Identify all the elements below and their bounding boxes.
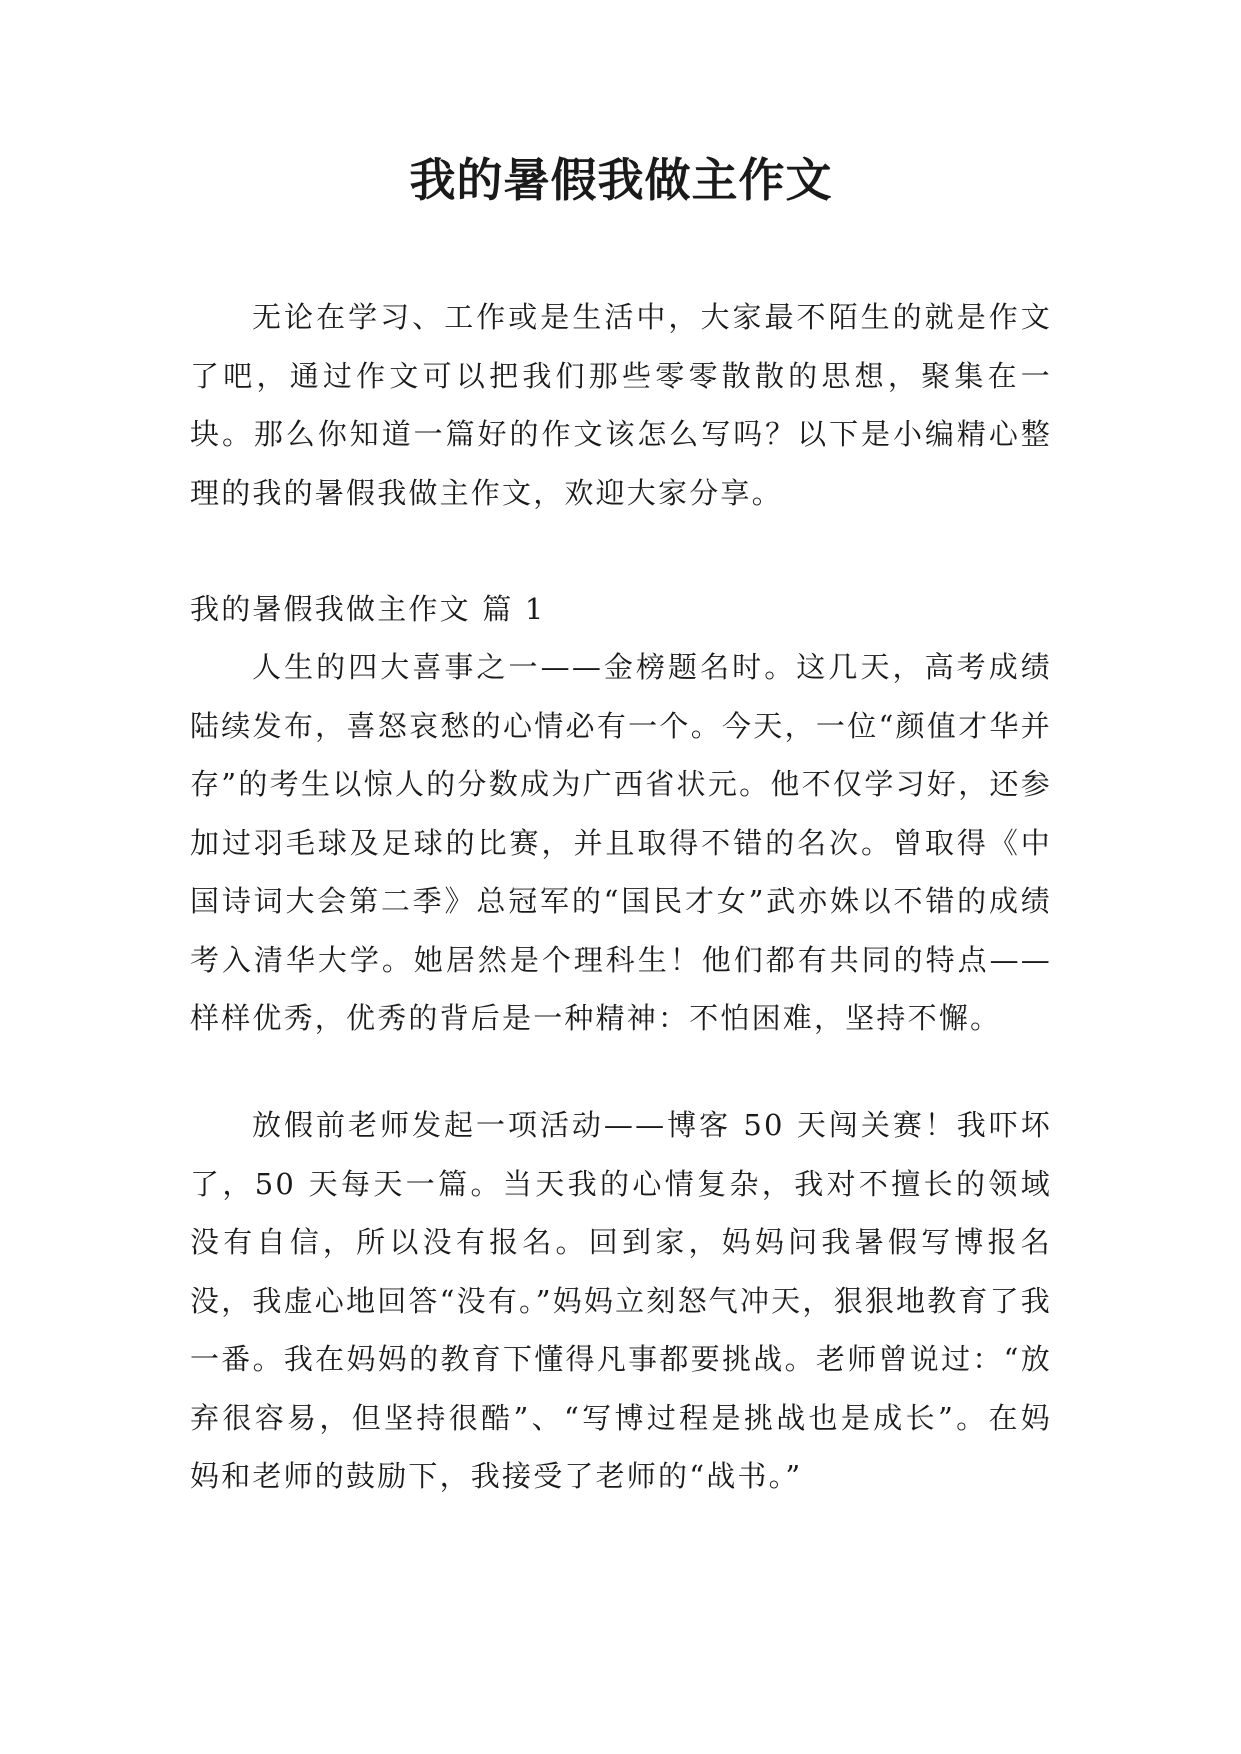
body-paragraph-2: 放假前老师发起一项活动——博客 50 天闯关赛！我吓坏了，50 天每天一篇。当天我的心情复杂，我对不擅长的领域没有自信，所以没有报名。回到家，妈妈问我暑假写博报名没，我虚心地回答“没有。”妈妈立刻怒气冲天，狠狠地教育了我一番。我在妈妈的教育下懂得凡事都要挑战。老师曾说过：“放弃很容易，但坚持很酷”、“写博过程是挑战也是成长”。在妈妈和老师的鼓励下，我接受了老师的“战书。”: [190, 1108, 1052, 1493]
body-paragraph-1: 人生的四大喜事之一——金榜题名时。这几天，高考成绩陆续发布，喜怒哀愁的心情必有一个。今天，一位“颜值才华并存”的考生以惊人的分数成为广西省状元。他不仅学习好，还参加过羽毛球及足球的比赛，并且取得不错的名次。曾取得《中国诗词大会第二季》总冠军的“国民才女”武亦姝以不错的成绩考入清华大学。她居然是个理科生！他们都有共同的特点——样样优秀，优秀的背后是一种精神：不怕困难，坚持不懈。: [190, 650, 1052, 1035]
document-title: 我的暑假我做主作文: [409, 153, 833, 207]
section-heading: 我的暑假我做主作文 篇 1: [190, 592, 546, 626]
intro-paragraph: 无论在学习、工作或是生活中，大家最不陌生的就是作文了吧，通过作文可以把我们那些零零散散的思想，聚集在一块。那么你知道一篇好的作文该怎么写吗？以下是小编精心整理的我的暑假我做主作文，欢迎大家分享。: [190, 300, 1052, 510]
